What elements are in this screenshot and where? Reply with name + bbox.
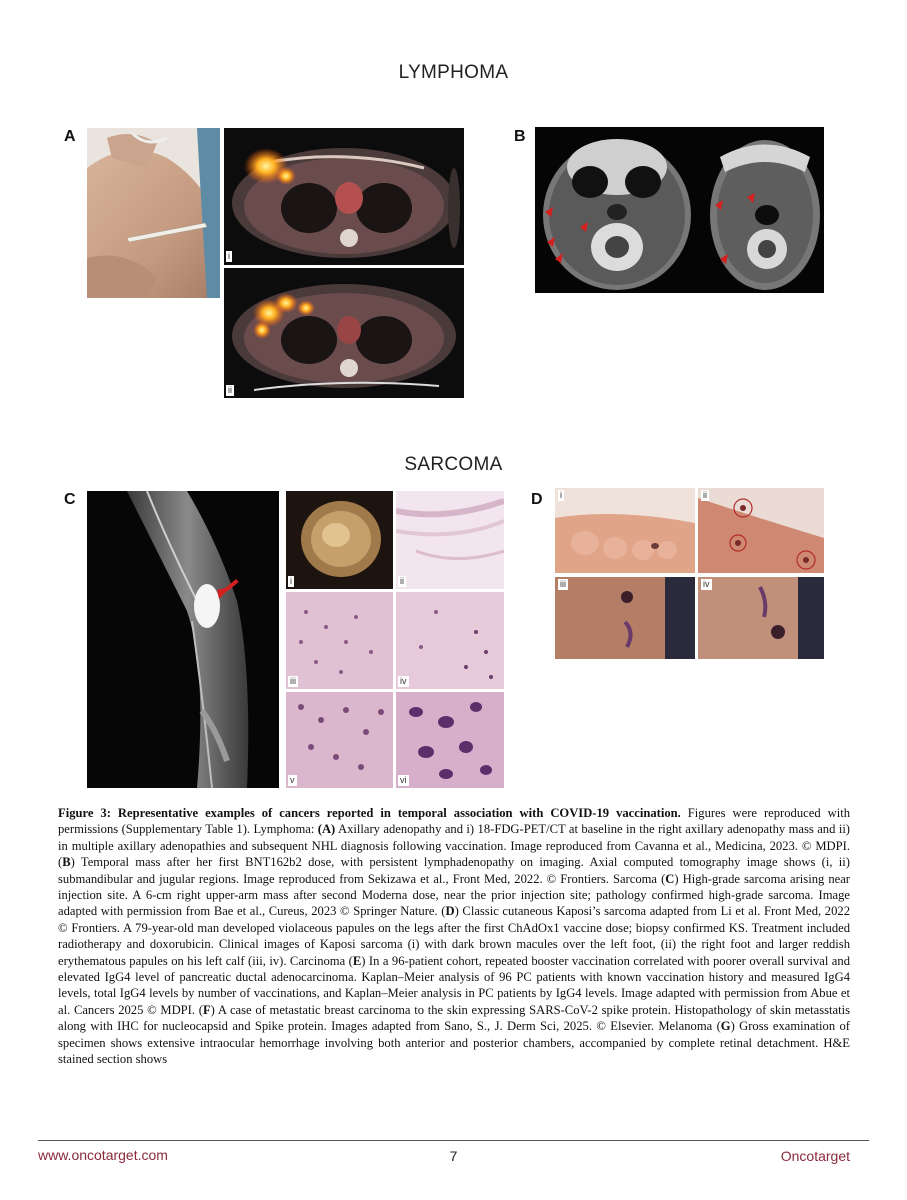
caption-label-a: (A) [317,822,336,837]
footer-page-number: 7 [449,1148,458,1164]
panel-a-sub-ii-label: ii [228,385,232,395]
panel-c-gross-specimen [286,491,393,589]
panel-d-sub-i-label: i [560,490,562,500]
panel-d-sub-iv-label: iv [703,579,710,589]
panel-c-mri-arm [87,491,279,788]
panel-c-sub-ii-label: ii [400,576,404,586]
panel-c-histology-v [286,692,393,788]
caption-text-4: ) High-grade sarcoma arising near injection site. A 6-cm right upper-arm mass after second Moderna dose, near the prior injection site; pathology confirmed high-grade sarcoma. Image adapted with permission from Bae et al., Cureus, 2023 © Springer Nature. ( [58,871,850,919]
panel-a-letter: A [64,128,76,145]
panel-d-calf-iii [555,577,695,659]
caption-title: Figure 3: Representative examples of cancers reported in temporal association with COVID-19 vaccination. [58,806,681,820]
panel-d-calf-iv [698,577,824,659]
footer-website-link[interactable]: www.oncotarget.com [38,1147,168,1163]
panel-d-foot-left [555,488,695,573]
panel-c-sub-iv-label: iv [400,676,407,686]
caption-label-c: C [665,871,675,886]
caption-text-7: ) A case of metastatic breast carcinoma to the skin expressing SARS-CoV-2 spike protein. Histopathology of skin metasstatis along with IHC for nucleocapsid and Spike protein. Images adapted from Sano, S., J. Derm Sci, 2025. © Elsevier. Melanoma ( [58,1002,850,1034]
lymphoma-section-title: LYMPHOMA [398,62,509,83]
panel-d-sub-iii-label: iii [560,579,566,589]
caption-text-5: ) Classic cutaneous Kaposi’s sarcoma adapted from Li et al. Front Med, 2022 © Frontiers. A 79-year-old man developed violaceous papules on the legs after the first ChAdOx1 vaccine dose; biopsy confirmed KS. Treatment included radiotherapy and doxorubicin. Clinical images of Kaposi sarcoma (i) with dark brown macules over the left foot, (ii) the right foot and larger reddish erythematous papules on his left calf (iii, iv). Carcinoma ( [58,904,850,968]
panel-a-sub-i-label: i [228,251,230,261]
panel-a-clinical-photo [87,128,220,298]
panel-c-sub-v-label: v [290,775,295,785]
caption-label-f: F [202,1002,211,1017]
panel-d-letter: D [531,491,543,508]
panel-c-letter: C [64,491,76,508]
panel-b-letter: B [514,128,526,145]
panel-d-foot-right [698,488,824,573]
panel-c-histology-ii [396,491,504,589]
caption-text-8: ) Gross examination of specimen shows extensive intraocular hemorrhage involving both anterior and posterior chambers, accompanied by complete retinal detachment. H&E stained section shows [58,1019,850,1067]
panel-c-sub-i-label: i [290,576,292,586]
caption-text-1: Figures were reproduced with permissions (Supplementary Table 1). Lymphoma: [58,806,850,837]
panel-c-sub-iii-label: iii [290,676,296,686]
sarcoma-section-title: SARCOMA [404,454,503,475]
caption-label-g: G [720,1019,731,1034]
footer-rule [38,1140,869,1141]
caption-label-e: E [352,953,362,968]
panel-c-histology-iv [396,592,504,689]
caption-text-6: ) In a 96-patient cohort, repeated booster vaccination correlated with poorer overall survival and elevated IgG4 level of pancreatic ductal adenocarcinoma. Kaplan–Meier analysis of 96 PC patients with known vaccination history and measured IgG4 levels, total IgG4 levels by number of vaccinations, and Kaplan–Meier analysis in PC patients by IgG4 levels. Image adapted with permission from Abue et al. Cancers 2025 © MDPI. ( [58,953,850,1017]
panel-c-histology-iii [286,592,393,689]
footer-journal-name: Oncotarget [780,1148,850,1164]
panel-c-histology-vi [396,692,504,788]
caption-text-2: Axillary adenopathy and i) 18-FDG-PET/CT at baseline in the right axillary adenopathy mass and ii) in multiple axillary adenopathies and subsequent NHL diagnosis following vaccination. Image reproduced from Cavanna et al., Medicina, 2023. © MDPI. ( [58,822,851,870]
caption-label-d: D [445,904,455,919]
panel-b-ct-scans [535,127,824,293]
figure-caption [58,805,850,1068]
panel-a-pet-ct-followup [224,268,464,398]
caption-label-b: B [62,855,71,870]
panel-c-sub-vi-label: vi [400,775,407,785]
panel-d-sub-ii-label: ii [703,490,707,500]
panel-a-pet-ct-baseline [224,128,464,265]
caption-text-3: ) Temporal mass after her first BNT162b2 dose, with persistent lymphadenopathy on imaging. Axial computed tomography image shows (i, ii) submandibular and jugular regions. Image reproduced from Sekizawa et al., Front Med, 2022. © Frontiers. Sarcoma ( [58,855,850,886]
